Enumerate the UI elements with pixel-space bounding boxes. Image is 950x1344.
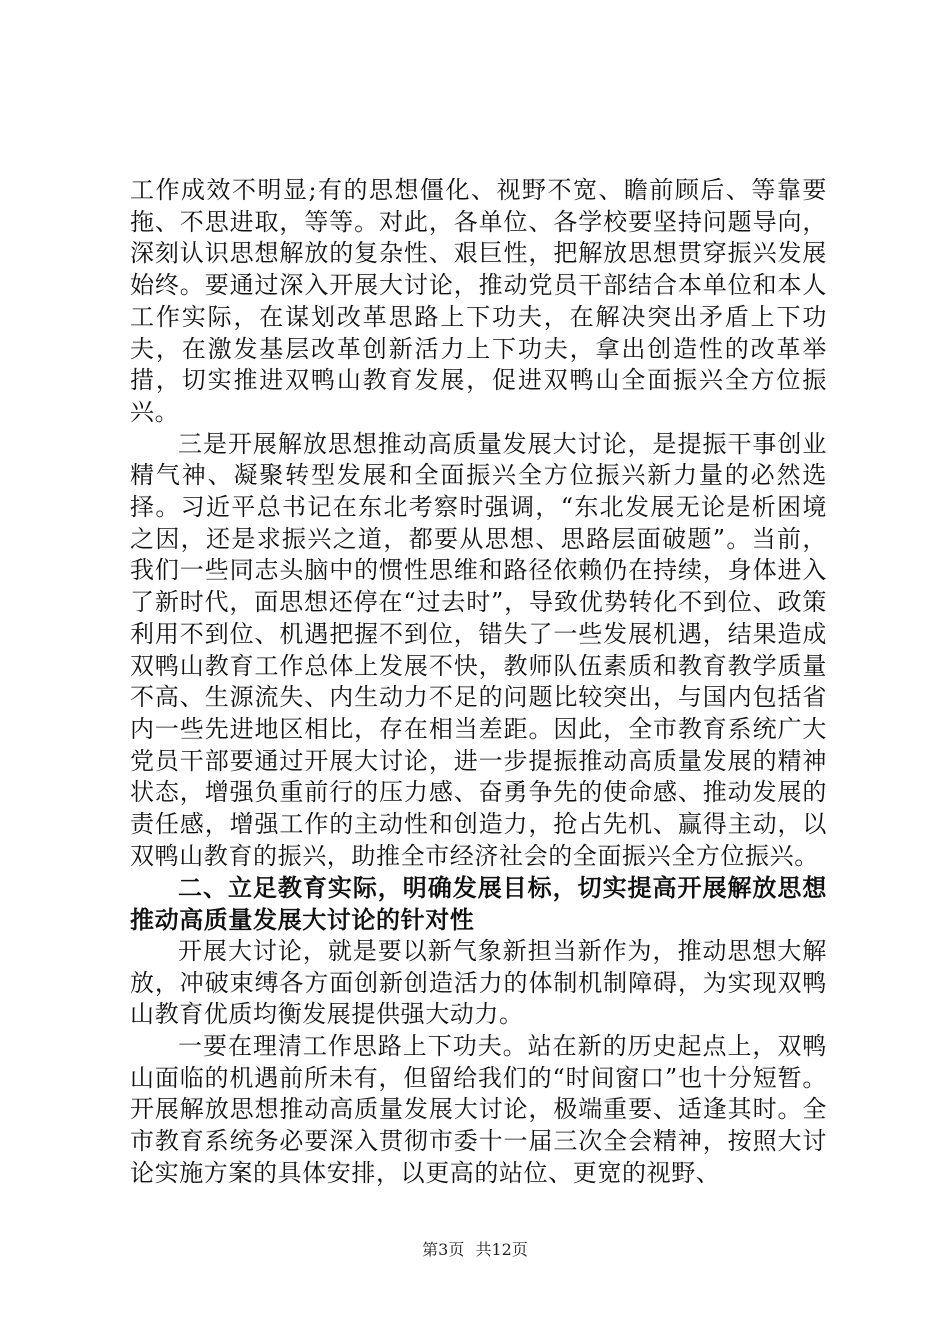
paragraph-section-intro: 开展大讨论，就是要以新气象新担当新作为，推动思想大解放，冲破束缚各方面创新创造活力的体制机制障碍，为实现双鸭山教育优质均衡发展提供强大动力。 (130, 936, 827, 1029)
page-total: 共12页 (475, 1240, 528, 1259)
body-text (130, 175, 827, 1190)
paragraph-continuation: 工作成效不明显;有的思想僵化、视野不宽、瞻前顾后、等靠要拖、不思进取，等等。对此，各单位、各学校要坚持问题导向，深刻认识思想解放的复杂性、艰巨性，把解放思想贯穿振兴发展始终。要通过深入开展大讨论，推动党员干部结合本单位和本人工作实际，在谋划改革思路上下功夫，在解决突出矛盾上下功夫，在激发基层改革创新活力上下功夫，拿出创造性的改革举措，切实推进双鸭山教育发展，促进双鸭山全面振兴全方位振兴。 (130, 176, 827, 426)
paragraph-point-one: 一要在理清工作思路上下功夫。站在新的历史起点上，双鸭山面临的机遇前所未有，但留给我们的“时间窗口”也十分短暂。开展解放思想推动高质量发展大讨论，极端重要、适逢其时。全市教育系统务必要深入贯彻市委十一届三次全会精神，按照大讨论实施方案的具体安排，以更高的站位、更宽的视野、 (130, 1031, 827, 1187)
page-footer (0, 1240, 950, 1260)
paragraph-point-three: 三是开展解放思想推动高质量发展大讨论，是提振干事创业精气神、凝聚转型发展和全面振兴全方位振兴新力量的必然选择。习近平总书记在东北考察时强调，“东北发展无论是析困境之因，还是求振兴之道，都要从思想、思路层面破题”。当前，我们一些同志头脑中的惯性思维和路径依赖仍在持续，身体进入了新时代，面思想还停在“过去时”，导致优势转化不到位、政策利用不到位、机遇把握不到位，错失了一些发展机遇，结果造成双鸭山教育工作总体上发展不快，教师队伍素质和教育教学质量不高、生源流失、内生动力不足的问题比较突出，与国内包括省内一些先进地区相比，存在相当差距。因此，全市教育系统广大党员干部要通过开展大讨论，进一步提振推动高质量发展的精神状态，增强负重前行的压力感、奋勇争先的使命感、推动发展的责任感，增强工作的主动性和创造力，抢占先机、赢得主动，以双鸭山教育的振兴，助推全市经济社会的全面振兴全方位振兴。 (130, 429, 827, 870)
page-number: 第3页 (422, 1240, 465, 1259)
section-heading-two: 二、立足教育实际，明确发展目标，切实提高开展解放思想推动高质量发展大讨论的针对性 (130, 873, 827, 935)
